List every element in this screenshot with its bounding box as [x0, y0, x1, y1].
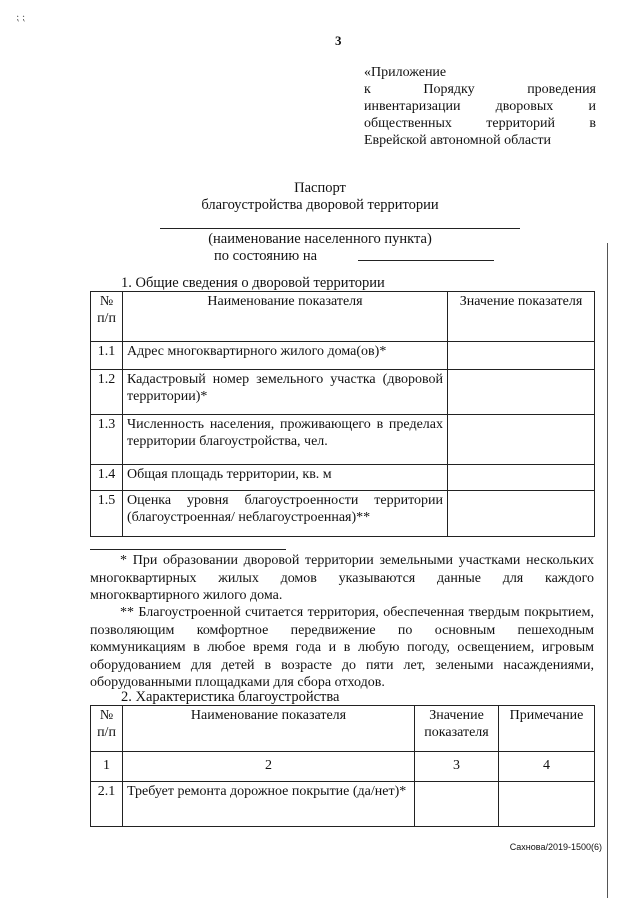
col-header-note: Примечание: [499, 706, 595, 752]
footnote-1: * При образовании дворовой территории земельными участками нескольких многоквартирных жилых домов указываются данные для каждого многоквартирного жилого дома.: [90, 553, 594, 603]
appendix-word: и: [588, 99, 596, 114]
section1-title: 1. Общие сведения о дворовой территории: [121, 275, 385, 291]
col-header-number: № п/п: [91, 292, 123, 342]
col-header-name: Наименование показателя: [123, 292, 448, 342]
table-row: [91, 782, 595, 827]
locality-label: (наименование населенного пункта): [208, 231, 432, 247]
row-value: [448, 491, 595, 537]
footnote-2: ** Благоустроенной считается территория, обеспеченная твердым покрытием, позволяющим комфортное передвижение по основным пешеходным коммуникациям в любое время года и в любую погоду, освещением, игровым оборудованием для детей в возрасте до пяти лет, зелеными насаждениями, оборудованными площадками для сбора отходов.: [90, 605, 594, 690]
table-header-row: [91, 292, 595, 342]
col-header-value: Значение показателя: [415, 706, 499, 752]
row-number: 1.1: [91, 342, 123, 370]
scan-mark: ⁏ ⁏: [16, 12, 26, 23]
row-name: Кадастровый номер земельного участка (дворовой территории)*: [123, 370, 448, 415]
appendix-line-2: [364, 81, 596, 98]
index-cell: 2: [123, 752, 415, 782]
appendix-word: дворовых: [495, 99, 554, 114]
appendix-line-5: [364, 132, 596, 149]
scan-margin-line: [607, 243, 608, 898]
row-number: 1.2: [91, 370, 123, 415]
appendix-word: Порядку: [423, 82, 475, 97]
row-number: 1.5: [91, 491, 123, 537]
appendix-word: «Приложение: [364, 65, 447, 80]
appendix-word: инвентаризации: [364, 99, 461, 114]
row-value: [448, 415, 595, 465]
table-header-row: [91, 706, 595, 752]
appendix-line-1: [364, 64, 596, 81]
appendix-word: общественных: [364, 116, 452, 131]
index-cell: 4: [499, 752, 595, 782]
footnote-separator: [90, 549, 286, 550]
table-row: [91, 465, 595, 491]
appendix-word: к: [364, 82, 371, 97]
appendix-word: проведения: [527, 82, 596, 97]
col-header-value: Значение показателя: [448, 292, 595, 342]
characteristics-table: [90, 705, 595, 827]
row-value: [448, 465, 595, 491]
as-of-fill-line: [358, 260, 494, 261]
document-title: Паспорт: [294, 180, 346, 196]
section2-title: 2. Характеристика благоустройства: [121, 689, 340, 705]
page-number: 3: [335, 33, 342, 48]
table-row: [91, 491, 595, 537]
row-name: Общая площадь территории, кв. м: [123, 465, 448, 491]
appendix-line-3: [364, 98, 596, 115]
locality-fill-line: [160, 228, 520, 229]
row-value: [415, 782, 499, 827]
index-cell: 3: [415, 752, 499, 782]
row-number: 1.3: [91, 415, 123, 465]
row-number: 1.4: [91, 465, 123, 491]
col-header-number: № п/п: [91, 706, 123, 752]
row-number: 2.1: [91, 782, 123, 827]
appendix-word: территорий: [486, 116, 556, 131]
col-header-name: Наименование показателя: [123, 706, 415, 752]
row-name: Оценка уровня благоустроенности территории (благоустроенная/ неблагоустроенная)**: [123, 491, 448, 537]
appendix-header: [364, 64, 596, 149]
document-subtitle: благоустройства дворовой территории: [201, 197, 439, 213]
footer-code: Сахнова/2019-1500(6): [509, 842, 602, 852]
as-of-label: по состоянию на: [214, 248, 318, 264]
row-value: [448, 342, 595, 370]
table-row: [91, 370, 595, 415]
index-cell: 1: [91, 752, 123, 782]
index-row: [91, 752, 595, 782]
row-value: [448, 370, 595, 415]
general-info-table: [90, 291, 595, 537]
row-name: Требует ремонта дорожное покрытие (да/нет)*: [123, 782, 415, 827]
row-note: [499, 782, 595, 827]
appendix-line-4: [364, 115, 596, 132]
table-row: [91, 415, 595, 465]
table-row: [91, 342, 595, 370]
appendix-word: в: [589, 116, 596, 131]
appendix-word: Еврейской автономной области: [364, 133, 551, 148]
row-name: Адрес многоквартирного жилого дома(ов)*: [123, 342, 448, 370]
row-name: Численность населения, проживающего в пределах территории благоустройства, чел.: [123, 415, 448, 465]
